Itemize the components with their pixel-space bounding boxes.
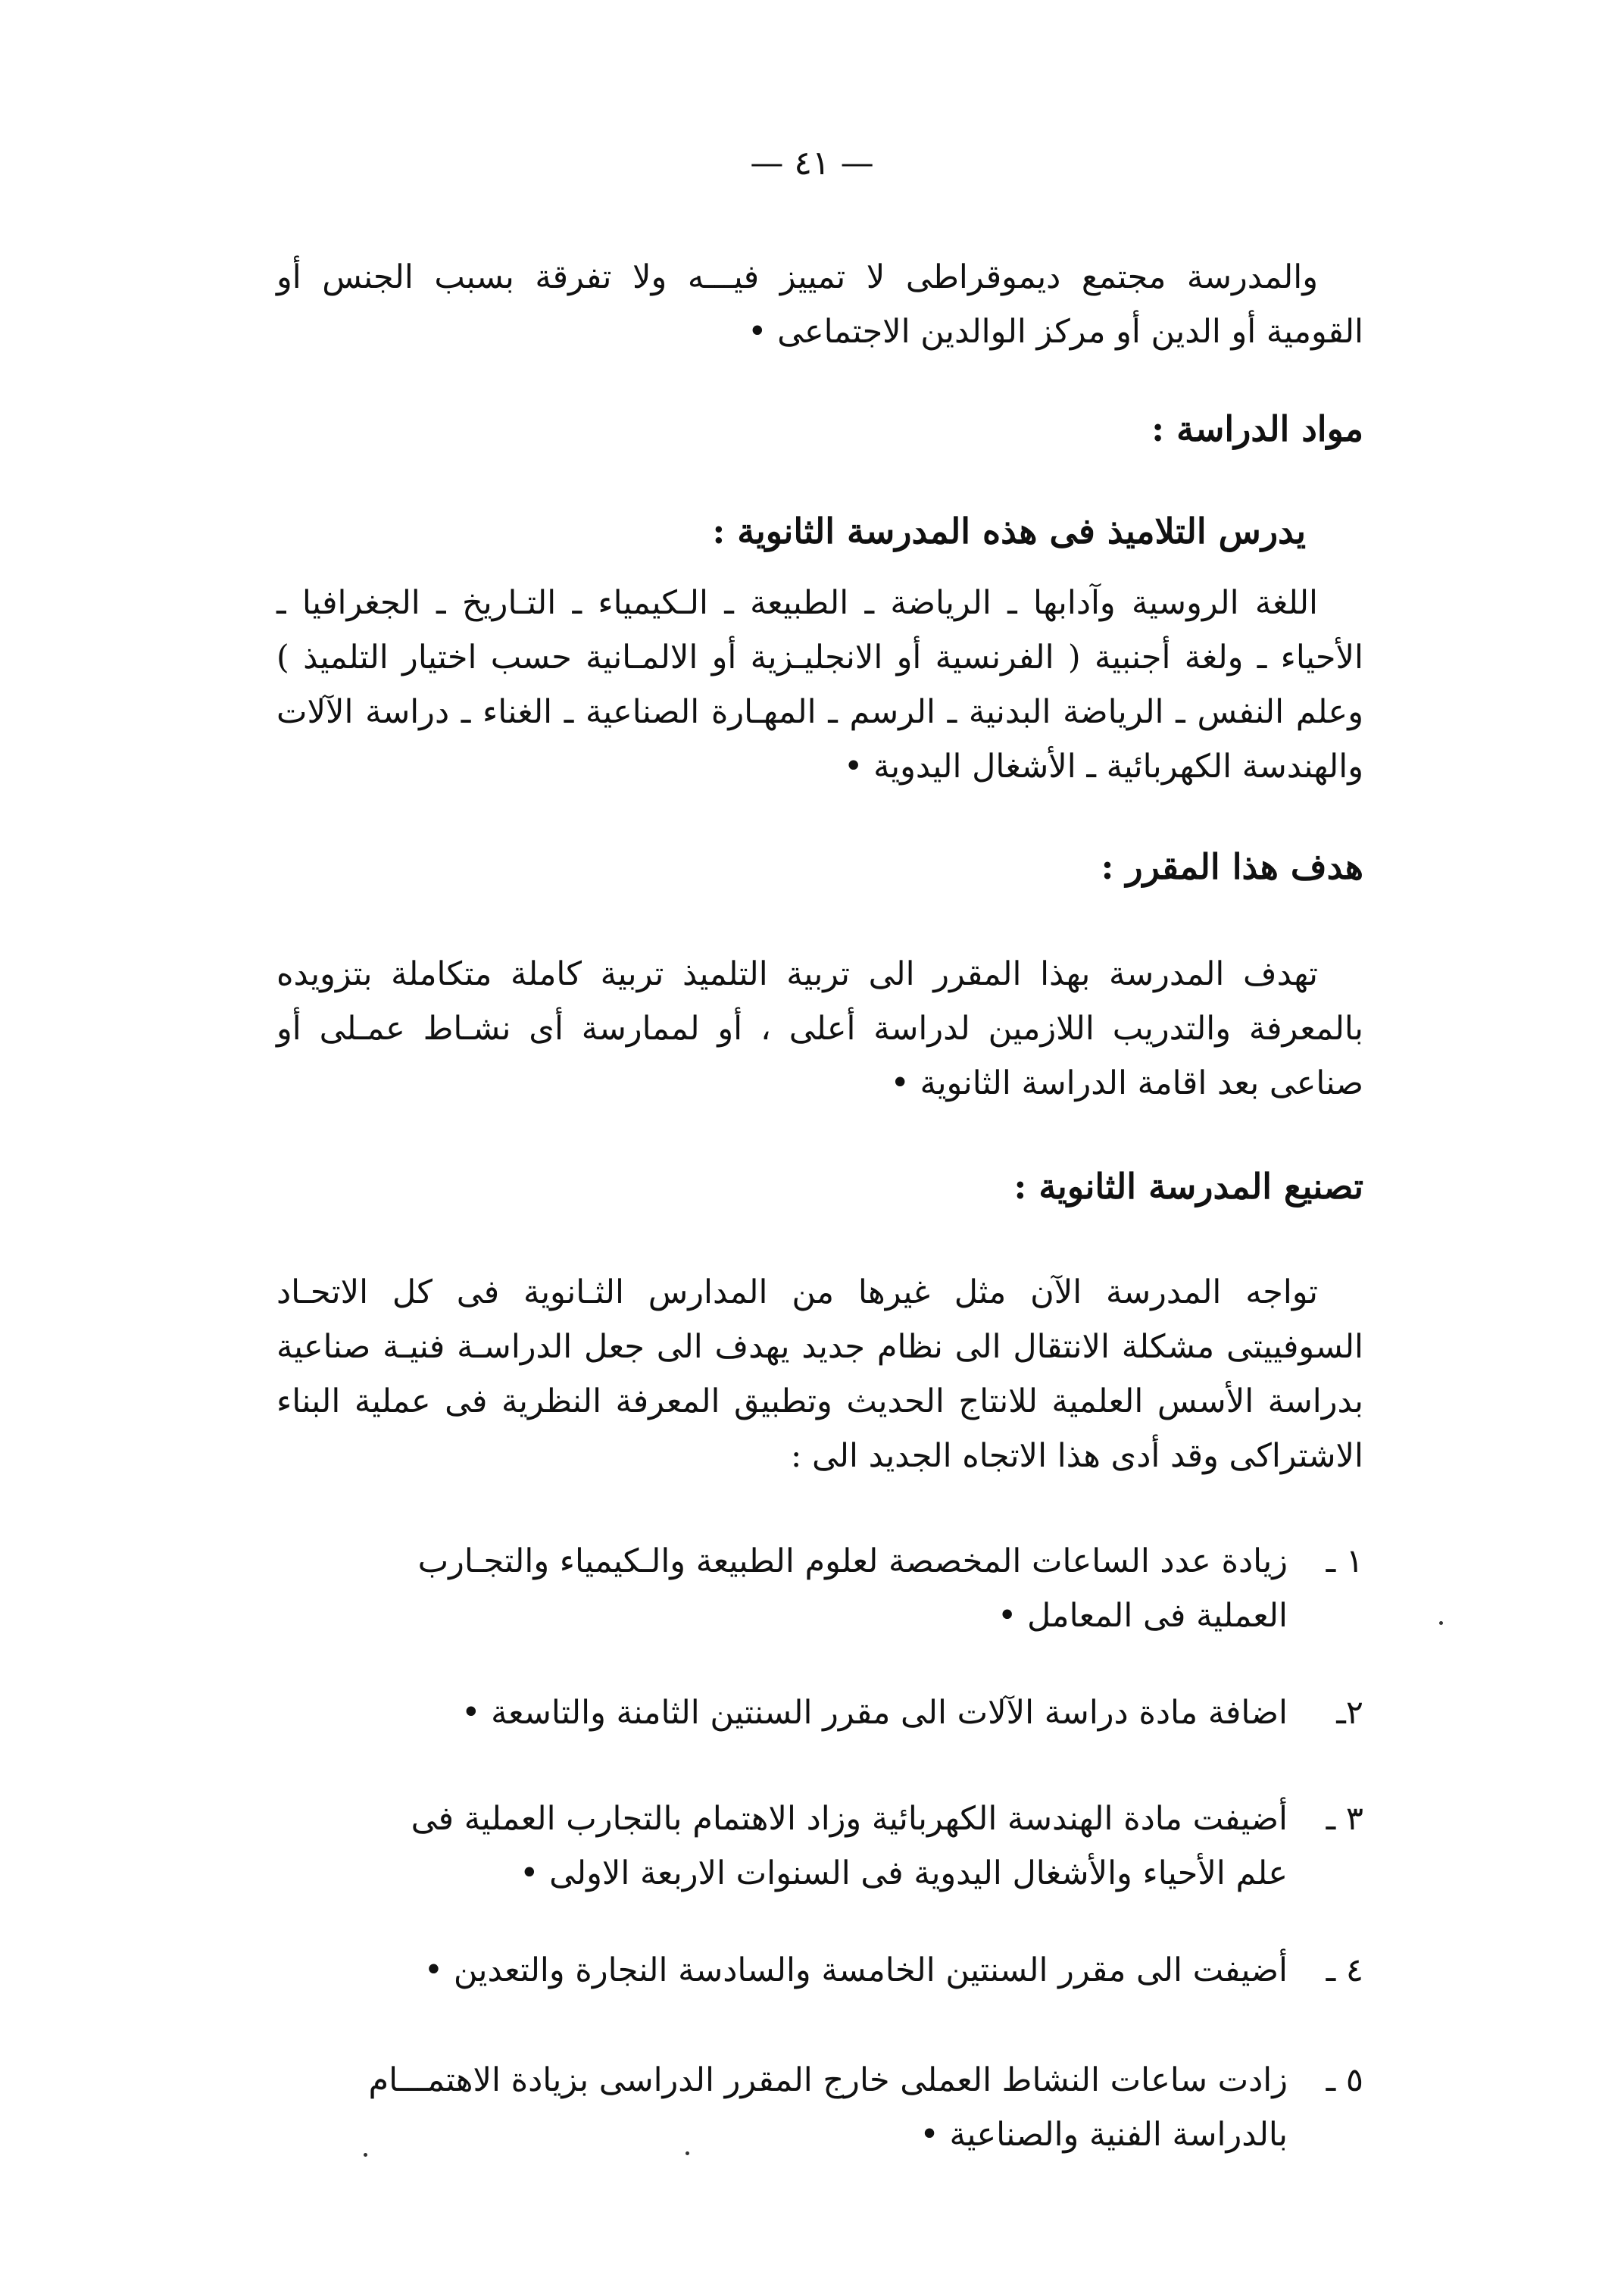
- industrial-paragraph: تواجه المدرسة الآن مثل غيرها من المدارس الثـانوية فى كل الاتحـاد السوفييتى مشكلة الانتقال الى نظام جديد يهدف الى جعل الدراسـة فنيـة صناعية بدراسة الأسس العلمية للانتاج الحديث وتطبيق المعرفة النظرية فى عملية البناء الاشتراكى وقد أدى هذا الاتجاه الجديد الى :: [276, 1273, 1363, 1475]
- list-item: [276, 1534, 1363, 1643]
- scan-speck: [364, 2153, 367, 2157]
- list-item-continuation: العملية فى المعامل •: [997, 1597, 1288, 1635]
- list-item-number: ١ ـ: [1326, 1542, 1363, 1580]
- list-item-number: ٤ ـ: [1326, 1951, 1363, 1989]
- subheading-students: يدرس التلاميذ فى هذه المدرسة الثانوية :: [712, 511, 1306, 551]
- list-item-text: زيادة عدد الساعات المخصصة لعلوم الطبيعة والـكيمياء والتجـارب: [417, 1542, 1288, 1580]
- list-item-number: ٣ ـ: [1326, 1800, 1363, 1838]
- heading-goal: هدف هذا المقرر :: [1101, 846, 1363, 887]
- list-item: [276, 1792, 1363, 1901]
- scan-speck: [1439, 1621, 1443, 1625]
- list-item-number: ٥ ـ: [1326, 2061, 1363, 2099]
- list-item-continuation: علم الأحياء والأشغال اليدوية فى السنوات الاربعة الاولى •: [520, 1854, 1288, 1892]
- list-item-continuation: بالدراسة الفنية والصناعية •: [920, 2116, 1288, 2154]
- heading-subjects: مواد الدراسة :: [1151, 408, 1363, 449]
- subjects-paragraph: اللغة الروسية وآدابها ـ الرياضة ـ الطبيعة ـ الـكيمياء ـ التـاريخ ـ الجغرافيا ـ الأحياء ـ ولغة أجنبية ( الفرنسية أو الانجليـزية أو الالمـانية حسب اختيار التلميذ ) وعلم النفس ـ الرياضة البدنية ـ الرسم ـ المهـارة الصناعية ـ الغناء ـ دراسة الآلات والهندسة الكهربائية ـ الأشغال اليدوية •: [276, 584, 1363, 786]
- list-item-text: أضيفت مادة الهندسة الكهربائية وزاد الاهتمام بالتجارب العملية فى: [411, 1800, 1288, 1838]
- list-item: [276, 2053, 1363, 2162]
- page-number: — ٤١ —: [750, 144, 874, 183]
- list-item-text: اضافة مادة دراسة الآلات الى مقرر السنتين الثامنة والتاسعة •: [461, 1694, 1288, 1732]
- list-item-text: زادت ساعات النشاط العملى خارج المقرر الدراسى بزيادة الاهتمـــام: [368, 2061, 1288, 2099]
- heading-industrial: تصنيع المدرسة الثانوية :: [1013, 1166, 1363, 1207]
- list-item: [276, 1686, 1363, 1740]
- list-item-number: ٢ـ: [1336, 1694, 1363, 1732]
- scan-speck: [686, 2151, 689, 2155]
- list-item-text: أضيفت الى مقرر السنتين الخامسة والسادسة النجارة والتعدين •: [423, 1951, 1288, 1989]
- goal-paragraph: تهدف المدرسة بهذا المقرر الى تربية التلميذ تربية كاملة متكاملة بتزويده بالمعرفة والتدريب اللازمين لدراسة أعلى ، أو لممارسة أى نشـاط عمـلى أو صناعى بعد اقامة الدراسة الثانوية •: [276, 955, 1363, 1102]
- intro-paragraph: والمدرسة مجتمع ديموقراطى لا تمييز فيـــه ولا تفرقة بسبب الجنس أو القومية أو الدين أو مركز الوالدين الاجتماعى •: [276, 258, 1363, 351]
- list-item: [276, 1943, 1363, 1998]
